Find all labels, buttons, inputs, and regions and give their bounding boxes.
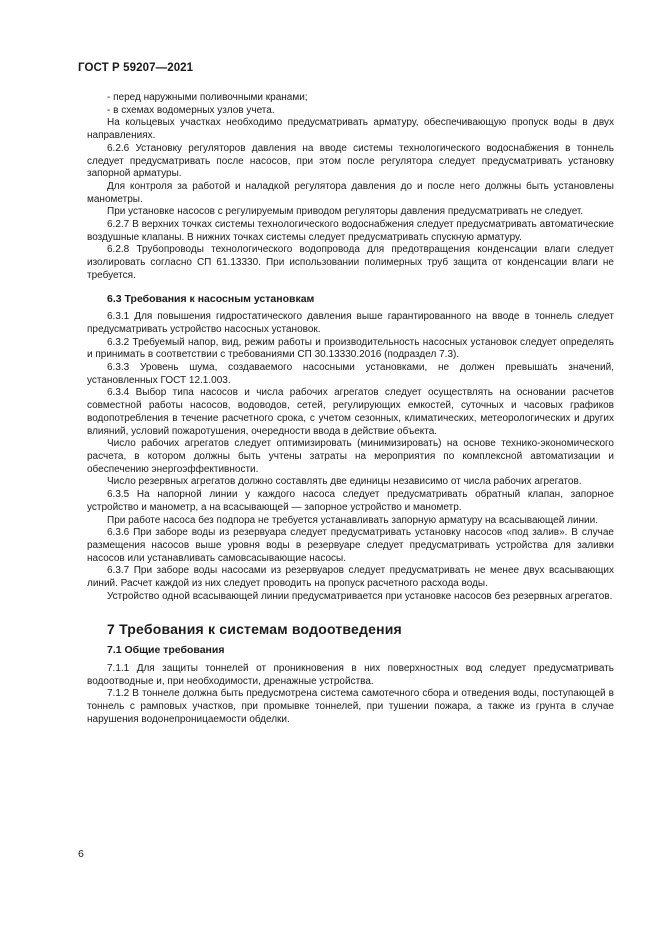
paragraph: Устройство одной всасывающей линии предусматривается при установке насосов без резервных агрегатов. xyxy=(107,590,613,602)
paragraph: Число резервных агрегатов должно составлять две единицы независимо от числа рабочих агрегатов. xyxy=(107,476,582,488)
paragraph: 6.3.7 При заборе воды насосами из резервуаров следует предусматривать не менее двух всасывающих линий. Расчет каждой из них следует проводить на пропуск расчетного расхода воды. xyxy=(87,565,614,590)
paragraph: 6.3.3 Уровень шума, создаваемого насосными установками, не должен превышать значений, установленных ГОСТ 12.1.003. xyxy=(87,362,614,386)
section-heading: 7.1 Общие требования xyxy=(107,644,225,657)
paragraph: 6.2.7 В верхних точках системы технологического водоснабжения следует предусматривать автоматические воздушные клапаны. В нижних точках системы следует предусматривать спускную арматуру. xyxy=(87,219,614,243)
paragraph: На кольцевых участках необходимо предусматривать арматуру, обеспечивающую пропуск воды в двух направлениях. xyxy=(87,117,614,142)
list-item: - в схемах водомерных узлов учета. xyxy=(107,104,275,116)
paragraph: 6.3.6 При заборе воды из резервуара следует предусматривать установку насосов «под залив». В случае размещения насосов выше уровня воды в резервуаре следует предусматривать устройства для заливки насосов или устанавливать самовсасывающие насосы. xyxy=(87,527,614,564)
section-heading: 6.3 Требования к насосным установкам xyxy=(107,292,315,305)
paragraph: 6.3.2 Требуемый напор, вид, режим работы и производительность насосных установок следует определять и принимать в соответствии с требованиями СП 30.13330.2016 (подраздел 7.3). xyxy=(87,336,614,361)
document-header: ГОСТ Р 59207—2021 xyxy=(78,62,194,74)
paragraph: 7.1.2 В тоннеле должна быть предусмотрена система самотечного сбора и отведения воды, поступающей в тоннель с рамповых участков, при промывке тоннелей, при тушении пожара, а также из грунта в случае нарушения водонепроницаемости обделки. xyxy=(87,688,614,725)
paragraph: 6.3.4 Выбор типа насосов и числа рабочих агрегатов следует осуществлять на основании расчетов совместной работы насосов, водоводов, сетей, регулирующих емкостей, суточных и часовых графиков водопотребления в течение расчетного срока, с учетом сезонных, климатических, метеорологических и других влияний, условий пожаротушения, очередности ввода в действие объекта. xyxy=(87,387,614,437)
paragraph: 6.2.8 Трубопроводы технологического водопровода для предотвращения конденсации влаги следует изолировать согласно СП 61.13330. При использовании полимерных труб защита от конденсации влаги не требуется. xyxy=(87,244,614,281)
paragraph: 6.2.6 Установку регуляторов давления на вводе системы технологического водоснабжения в тоннель следует предусматривать после насосов, при этом после регулятора следует предусматривать установку запорной арматуры. xyxy=(87,142,614,180)
paragraph: При работе насоса без подпора не требуется устанавливать запорную арматуру на всасывающей линии. xyxy=(107,514,598,526)
paragraph: 7.1.1 Для защиты тоннелей от проникновения в них поверхностных вод следует предусматривать водоотводные и, при необходимости, дренажные устройства. xyxy=(87,662,614,687)
paragraph: 6.3.5 На напорной линии у каждого насоса следует предусматривать обратный клапан, запорное устройство и манометр, а на всасывающей — запорное устройство и манометр. xyxy=(87,489,614,513)
paragraph: 6.3.1 Для повышения гидростатического давления выше гарантированного на вводе в тоннель следует предусматривать устройство насосных установок. xyxy=(87,311,614,335)
document-body xyxy=(87,92,614,726)
page-number: 6 xyxy=(78,848,84,860)
paragraph: Число рабочих агрегатов следует оптимизировать (минимизировать) на основе технико-экономического расчета, в котором должны быть учтены затраты на мероприятия по комплексной автоматизации и обеспечению энергоэффективности. xyxy=(87,438,614,475)
paragraph: Для контроля за работой и наладкой регулятора давления до и после него должны быть установлены манометры. xyxy=(87,180,614,205)
paragraph: При установке насосов с регулируемым приводом регуляторы давления предусматривать не следует. xyxy=(107,206,584,218)
list-item: - перед наружными поливочными кранами; xyxy=(107,92,308,103)
chapter-heading: 7 Требования к системам водоотведения xyxy=(107,621,402,638)
